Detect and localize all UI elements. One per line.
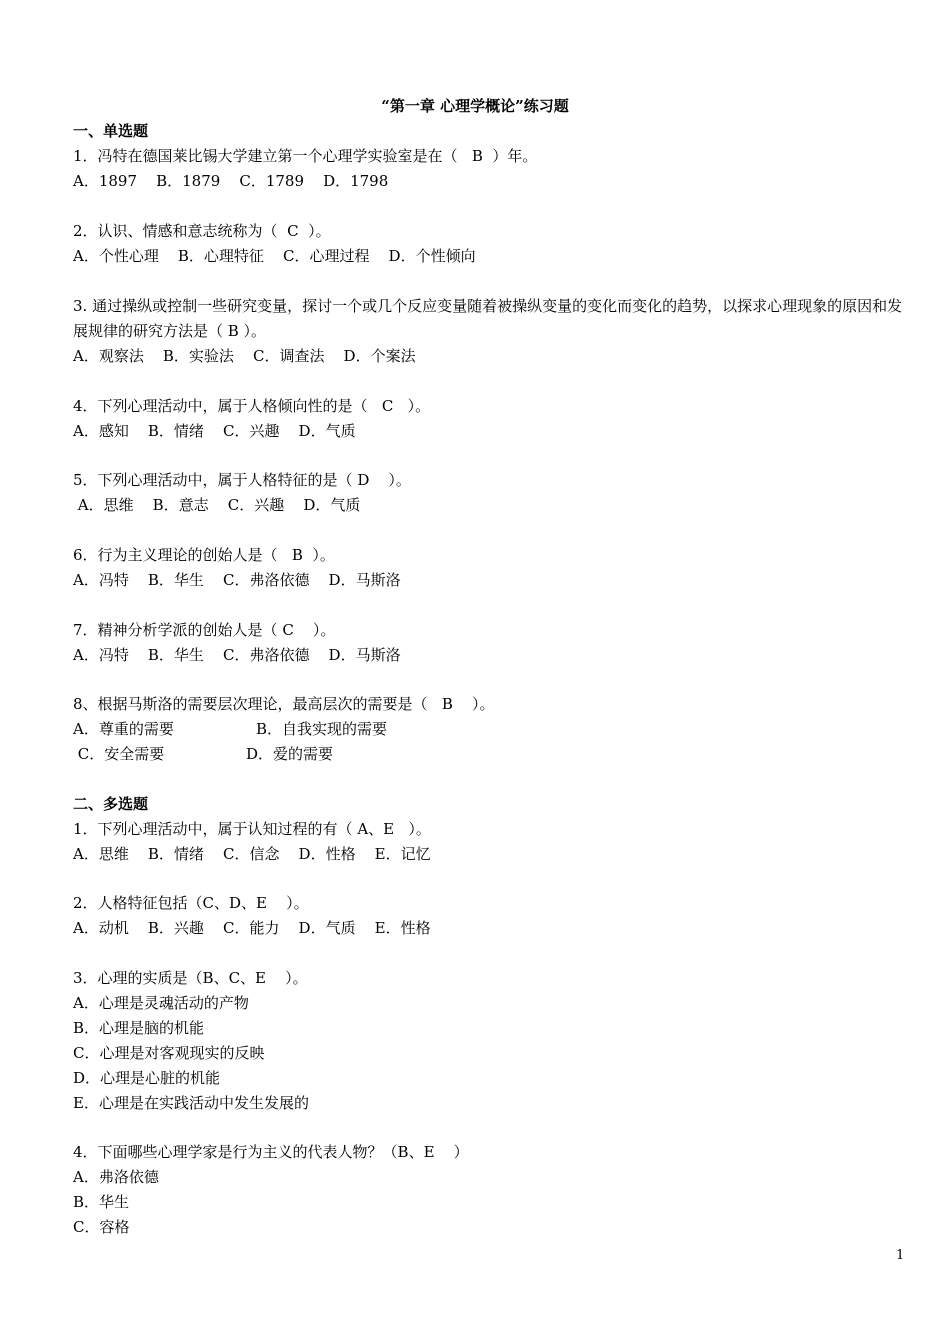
mc-question-2: 2．人格特征包括（C、D、E ）。 <box>73 894 309 912</box>
question-4-options: A．感知 B．情绪 C．兴趣 D．气质 <box>73 422 356 440</box>
mc-question-4-option-c: C．容格 <box>73 1218 130 1236</box>
mc-question-3-option-b: B．心理是脑的机能 <box>73 1019 205 1037</box>
mc-question-4-option-a: A．弗洛依德 <box>73 1168 159 1186</box>
mc-question-2-options: A．动机 B．兴趣 C．能力 D．气质 E．性格 <box>73 919 431 937</box>
section-heading-single-choice: 一、单选题 <box>73 122 149 140</box>
section-heading-multiple-choice: 二、多选题 <box>73 795 149 813</box>
question-6-options: A．冯特 B．华生 C．弗洛依德 D．马斯洛 <box>73 571 401 589</box>
question-1-options: A．1897 B．1879 C．1789 D．1798 <box>73 172 389 190</box>
mc-question-4: 4．下面哪些心理学家是行为主义的代表人物？（B、E ） <box>73 1143 469 1161</box>
mc-question-1: 1．下列心理活动中，属于认知过程的有（ A、E ）。 <box>73 820 431 838</box>
question-8-option-d: D．爱的需要 <box>246 745 334 763</box>
question-8-option-b: B．自我实现的需要 <box>256 720 388 738</box>
mc-question-4-option-b: B．华生 <box>73 1193 130 1211</box>
question-6: 6．行为主义理论的创始人是（ B ）。 <box>73 546 335 564</box>
mc-question-3-option-c: C．心理是对客观现实的反映 <box>73 1044 265 1062</box>
question-5-options: A．思维 B．意志 C．兴趣 D．气质 <box>73 496 361 514</box>
question-8-option-a: A．尊重的需要 <box>73 720 174 738</box>
question-1: 1．冯特在德国莱比锡大学建立第一个心理学实验室是在（ B ）年。 <box>73 147 538 165</box>
mc-question-3-option-a: A．心理是灵魂活动的产物 <box>73 994 249 1012</box>
question-7: 7．精神分析学派的创始人是（ C ）。 <box>73 621 336 639</box>
mc-question-3: 3．心理的实质是（B、C、E ）。 <box>73 969 308 987</box>
question-7-options: A．冯特 B．华生 C．弗洛依德 D．马斯洛 <box>73 646 401 664</box>
mc-question-1-options: A．思维 B．情绪 C．信念 D．性格 E．记忆 <box>73 845 431 863</box>
page-title: “第一章 心理学概论”练习题 <box>381 97 569 115</box>
question-4: 4．下列心理活动中，属于人格倾向性的是（ C ）。 <box>73 397 431 415</box>
question-8: 8、根据马斯洛的需要层次理论，最高层次的需要是（ B ）。 <box>73 695 495 713</box>
mc-question-3-option-d: D．心理是心脏的机能 <box>73 1069 221 1087</box>
mc-question-3-option-e: E．心理是在实践活动中发生发展的 <box>73 1094 309 1112</box>
question-3-options: A．观察法 B．实验法 C．调查法 D．个案法 <box>73 347 416 365</box>
question-5: 5．下列心理活动中，属于人格特征的是（ D ）。 <box>73 471 411 489</box>
question-2: 2．认识、情感和意志统称为（ C ）。 <box>73 222 331 240</box>
question-8-option-c: C．安全需要 <box>73 745 165 763</box>
question-2-options: A．个性心理 B．心理特征 C．心理过程 D．个性倾向 <box>73 247 476 265</box>
question-3: 3. 通过操纵或控制一些研究变量，探讨一个或几个反应变量随着被操纵变量的变化而变化的趋势，以探求心理现象的原因和发展规律的研究方法是（ B ）。 <box>73 297 903 340</box>
page-number: 1 <box>896 1248 905 1263</box>
